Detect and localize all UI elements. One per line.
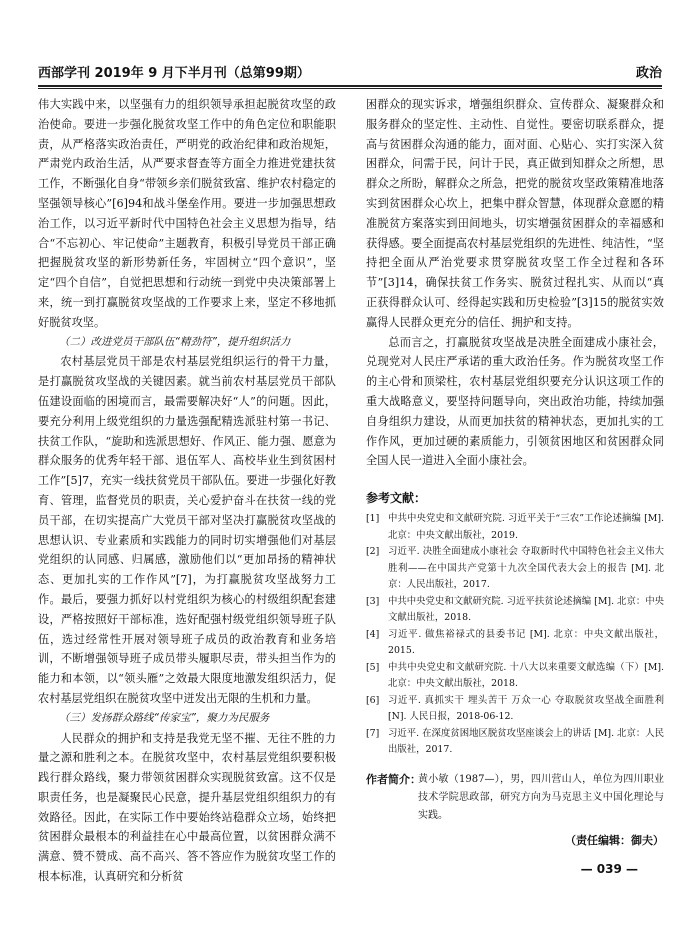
paragraph: 困群众的现实诉求，增强组织群众、宣传群众、凝聚群众和服务群众的坚定性、主动性、自觉性。要密切联系群众，提高与贫困群众沟通的能力，面对面、心贴心、实打实深入贫困群众，问需于民，问计于民，真正做到知群众之所想，思群众之所盼，解群众之所急，把党的脱贫攻坚政策精准地落实到贫困群众心坎上，把集中群众智慧，体现群众意愿的精准脱贫方案落实到田间地头，切实增强贫困群众的幸福感和获得感。要全面提高农村基层党组织的先进性、纯洁性，“坚持把全面从严治党要求贯穿脱贫攻坚工作全过程和各环节”[3]14，确保扶贫工作务实、脱贫过程扎实、从而以“真正获得群众认可、经得起实践和历史检验”[3]15的脱贫实效赢得人民群众更充分的信任、拥护和支持。: [366, 98, 664, 329]
conclusion-paragraph: 总而言之，打赢脱贫攻坚战是决胜全面建成小康社会，兑现党对人民庄严承诺的重大政治任务。作为脱贫攻坚工作的主心骨和顶梁柱，农村基层党组织要充分认识这项工作的重大战略意义，要坚持问题导向，突出政治功能，持续加强自身组织力建设，从而更加扶贫的精神状态，更加扎实的工作作风，更加过硬的素质能力，引领贫困地区和贫困群众同全国人民一道进入全面小康社会。: [366, 335, 664, 468]
reference-number: [2]: [366, 546, 380, 558]
reference-text: 习近平. 在深度贫困地区脱贫攻坚座谈会上的讲话 [M]. 北京：人民出版社，2017.: [388, 727, 664, 756]
reference-item: [366, 660, 664, 693]
right-column: [366, 95, 664, 895]
page-number: — 039 —: [580, 862, 638, 876]
reference-text: 中共中央党史和文献研究院. 十八大以来重要文献选编（下）[M]. 北京：中央文献出版社，2018.: [388, 661, 664, 690]
reference-text: 中共中央党史和文献研究院. 习近平关于“三农”工作论述摘编 [M]. 北京：中央文献出版社，2019.: [388, 513, 664, 541]
responsible-editor: （责任编辑：御夫）: [565, 833, 664, 847]
author-label: 作者简介：: [366, 772, 421, 786]
subsection-heading: （三）发扬群众路线“传家宝”，聚力为民服务: [59, 711, 270, 724]
paragraph: 农村基层党员干部是农村基层党组织运行的骨干力量，是打赢脱贫攻坚战的关键因素。就当前农村基层党员干部队伍建设面临的困境而言，最需要解决好“人”的问题。因此，要充分利用上级党组织的力量选强配精选派驻村第一书记、扶贫工作队，“旋助和选派思想好、作风正、能力强、愿意为群众服务的优秀年轻干部、退伍军人、高校毕业生到贫困村工作”[5]7，充实一线扶贫党员干部队伍。要进一步强化好教育、管理，监督党员的职责，关心爱护奋斗在扶贫一线的党员干部，在切实提高广大党员干部对坚决打赢脱贫攻坚战的思想认识、专业素质和实践能力的同时切实增强他们对基层党组织的认同感、归属感，激励他们以“更加昂扬的精神状态、更加扎实的工作作风”[7]，为打赢脱贫攻坚战努力工作。最后，要强力抓好以村党组织为核心的村级组织配套建设，严格按照好干部标准，选好配强村级党组织领导班子队伍，选过经常性开展对领导班子成员的政治教育和业务培训，不断增强领导班子成员带头履职尽责，带头担当作为的能力和本领，以“领头雁”之效最大限度地激发组织活力，促农村基层党组织在脱贫攻坚中迸发出无限的生机和力量。: [38, 355, 336, 705]
section-label: 政治: [635, 66, 662, 81]
references-heading: 参考文献：: [366, 491, 427, 506]
reference-item: [366, 693, 664, 726]
header-rule: [38, 85, 662, 87]
reference-text: 习近平. 做焦裕禄式的县委书记 [M]. 北京：中央文献出版社，2015.: [388, 628, 664, 657]
page-header: [38, 60, 662, 82]
journal-title: 西部学刊 2019年 9 月下半月刊（总第99期）: [38, 66, 310, 81]
reference-number: [3]: [366, 595, 380, 607]
reference-item: [366, 511, 664, 544]
paragraph: 伟大实践中来，以坚强有力的组织领导承担起脱贫攻坚的政治使命。要进一步强化脱贫攻坚工作中的角色定位和职能职责，从严格落实政治责任，严明党的政治纪律和政治规矩，严肃党内政治生活，从严要求督查等方面全力推进党建扶贫工作，不断强化自身“带领乡亲们脱贫致富、维护农村稳定的坚强领导核心”[6]94和战斗堡垒作用。要进一步加强思想政治工作，以习近平新时代中国特色社会主义思想为指导，结合“不忘初心、牢记使命”主题教育，积极引导党员干部正确把握脱贫攻坚的新形势新任务，牢固树立“四个意识”，坚定“四个自信”，自觉把思想和行动统一到党中央决策部署上来，统一到打赢脱贫攻坚战的工作要求上来，坚定不移地抓好脱贫攻坚。: [38, 98, 336, 329]
reference-number: [4]: [366, 628, 380, 640]
left-column: [38, 95, 336, 895]
reference-text: 习近平. 真抓实干 埋头苦干 万众一心 夺取脱贫攻坚战全面胜利 [N]. 人民日报，2018-06-12.: [388, 694, 664, 723]
reference-item: [366, 726, 664, 759]
reference-number: [5]: [366, 661, 380, 673]
reference-number: [7]: [366, 727, 380, 739]
reference-text: 中共中央党史和文献研究院. 习近平扶贫论述摘编 [M]. 北京：中央文献出版社，2018.: [388, 595, 664, 624]
subsection-heading: （二）改进党员干部队伍“精劲符”，提升组织活力: [59, 335, 291, 348]
reference-item: [366, 544, 664, 594]
reference-item: [366, 594, 664, 627]
header-rule-thin: [38, 88, 662, 89]
reference-list: [366, 511, 664, 759]
paragraph: 人民群众的拥护和支持是我党无坚不摧、无往不胜的力量之源和胜利之本。在脱贫攻坚中，农村基层党组织要积极践行群众路线，聚力带领贫困群众实现脱贫致富。这不仅是职责任务，也是凝聚民心民意，提升基层党组织组织力的有效路径。因此，在实际工作中要始终站稳群众立场，始终把贫困群众最根本的利益挂在心中最高位置，以贫困群众满不满意、赞不赞成、高不高兴、答不答应作为脱贫攻坚工作的根本标准，认真研究和分析贫: [38, 731, 336, 884]
reference-number: [6]: [366, 694, 380, 706]
author-text: 黄小敏（1987—），男，四川营山人，单位为四川职业技术学院思政部，研究方向为马克思主义中国化理论与实践。: [418, 773, 664, 821]
reference-text: 习近平. 决胜全面建成小康社会 夺取新时代中国特色社会主义伟大胜利——在中国共产党第十九次全国代表大会上的报告 [M]. 北京：人民出版社，2017.: [388, 546, 664, 591]
author-bio: [366, 771, 664, 825]
reference-number: [1]: [366, 513, 380, 525]
reference-item: [366, 627, 664, 660]
